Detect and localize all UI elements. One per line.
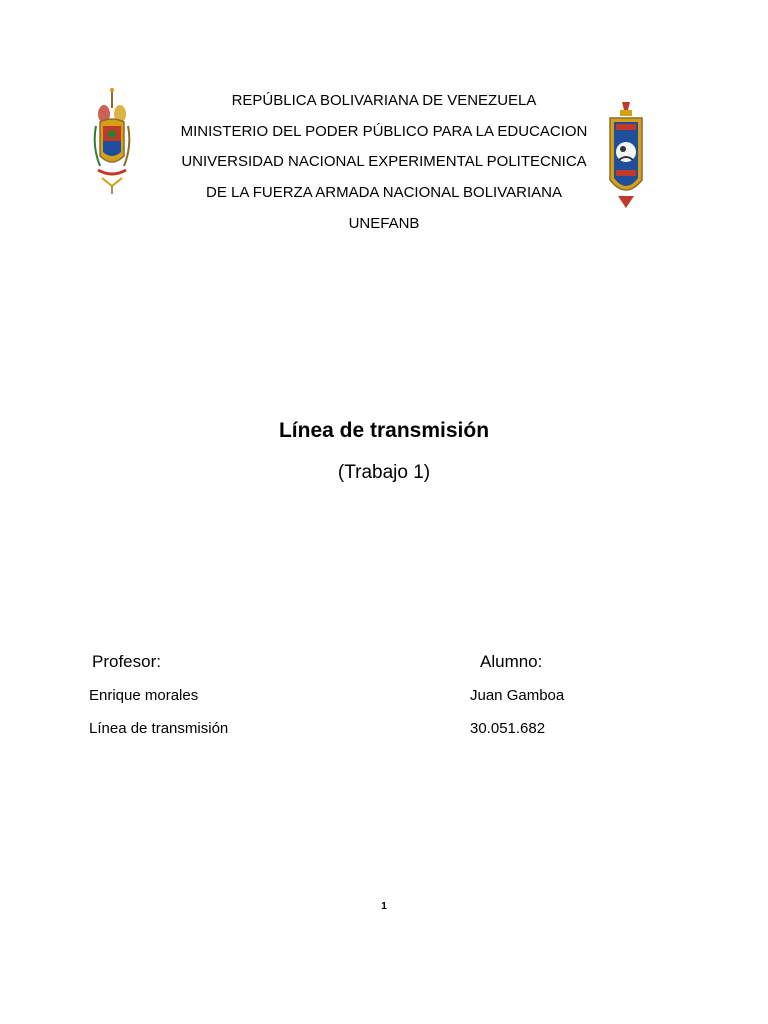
alumno-label: Alumno: bbox=[480, 652, 543, 671]
header-line-2: MINISTERIO DEL PODER PÚBLICO PARA LA EDUCACION bbox=[180, 123, 588, 140]
profesor-subject: Línea de transmisión bbox=[89, 720, 229, 737]
document-title: Línea de transmisión bbox=[278, 419, 490, 442]
alumno-name: Juan Gamboa bbox=[470, 687, 565, 704]
header-line-3: UNIVERSIDAD NACIONAL EXPERIMENTAL POLITECNICA bbox=[181, 153, 587, 170]
header-line-5: UNEFANB bbox=[348, 215, 420, 232]
alumno-id: 30.051.682 bbox=[470, 720, 546, 737]
header-line-4: DE LA FUERZA ARMADA NACIONAL BOLIVARIANA bbox=[206, 184, 562, 201]
profesor-label: Profesor: bbox=[92, 652, 161, 671]
profesor-name: Enrique morales bbox=[89, 687, 199, 704]
page-number: 1 bbox=[381, 901, 387, 912]
document-subtitle: (Trabajo 1) bbox=[337, 462, 431, 483]
header-line-1: REPÚBLICA BOLIVARIANA DE VENEZUELA bbox=[231, 92, 537, 109]
